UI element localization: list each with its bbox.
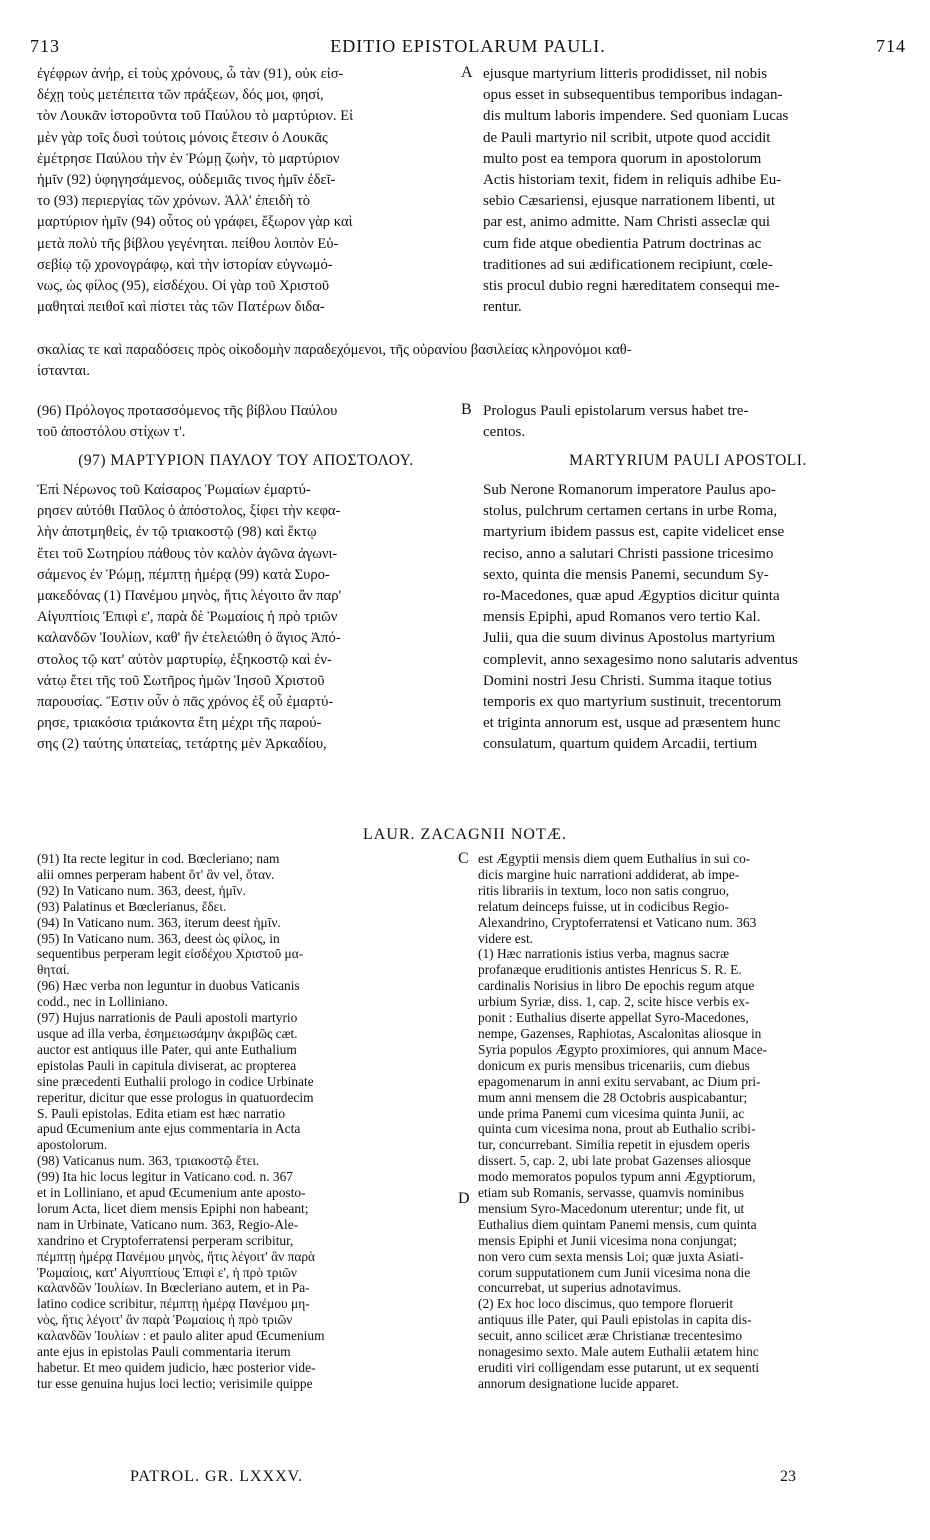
latin-martyrium-column xyxy=(483,480,893,760)
greek-martyrium-column xyxy=(37,480,455,760)
page-number-left: 713 xyxy=(30,36,60,56)
page-number-right: 714 xyxy=(876,36,906,56)
margin-marker-b: B xyxy=(461,401,472,418)
running-header xyxy=(30,36,906,60)
prologus-latin: Prologus Pauli epistolarum versus habet tre- centos. xyxy=(483,403,749,441)
latin-text-top: ejusque martyrium litteris prodidisset, nil nobis opus esset in subsequentibus temporibus indagan- dis multum laboris impendere. Sed quoniam Lucas de Pauli martyrio nil scribit, utpote quod accidit multo post ea tempora quorum in apostolorum Actis historiam texit, fidem in reliquis adhibe Eu- sebio Cæsariensi, ejusque narrationem libenti, ut par est, animo admitte. Nam Christi asseclæ qui cum fide atque obedientia Patrum doctrinas ac traditiones ad sui ædificationem recipiunt, cœle- stis procul dubio regni hæreditatem consequi me- rentur. xyxy=(483,66,789,316)
section-title-latin: MARTYRIUM PAULI APOSTOLI. xyxy=(569,452,807,469)
section-title-greek: (97) ΜΑΡΤΥΡΙΟΝ ΠΑΥΛΟΥ ΤΟΥ ΑΠΟΣΤΟΛΟΥ. xyxy=(78,452,414,469)
margin-marker-a: A xyxy=(461,64,473,81)
greek-column-top xyxy=(37,64,455,340)
prologus-latin-block xyxy=(483,401,893,445)
prologus-greek: (96) Πρόλογος προτασσόμενος τῆς βίβλου Παύλου τοῦ ἀποστόλου στίχων τ'. xyxy=(37,403,338,441)
greek-martyrium-text: Ἐπὶ Νέρωνος τοῦ Καίσαρος Ῥωμαίων ἐμαρτύ- ρησεν αὐτόθι Παῦλος ὁ ἀπόστολος, ξίφει τὴν κεφα- λὴν ἀποτμηθεὶς, ἐν τῷ τριακοστῷ (98) καὶ ἕκτῳ ἔτει τοῦ Σωτηρίου πάθους τὸν καλὸν ἀγῶνα ἀγωνι- σάμενος ἐν Ῥώμῃ, πέμπτῃ ἡμέρᾳ (99) κατὰ Συρο- μακεδόνας (1) Πανέμου μηνὸς, ἥτις λέγοιτο ἂν παρ' Αἰγυπτίοις Ἐπιφὶ ε', παρὰ δὲ Ῥωμαίοις ἡ πρὸ τριῶν καλανδῶν Ἰουλίων, καθ' ἣν ἐτελειώθη ὁ ἅγιος Ἀπό- στολος τῷ κατ' αὐτὸν μαρτυρίῳ, ἑξηκοστῷ καὶ ἐν- νάτῳ ἔτει τῆς τοῦ Σωτῆρος ἡμῶν Ἰησοῦ Χριστοῦ παρουσίας. Ἔστιν οὖν ὁ πᾶς χρόνος ἐξ οὗ ἐμαρτύ- ρησε, τριακόσια τριάκοντα ἔτη μέχρι τῆς παρού- σης (2) ταύτης ὑπατείας, τετάρτης μὲν Ἀρκαδίου, xyxy=(37,482,342,753)
notes-heading: LAUR. ZACAGNII NOTÆ. xyxy=(363,826,567,843)
footer-signature: 23 xyxy=(780,1468,796,1485)
footer-volume: PATROL. GR. LXXXV. xyxy=(130,1468,304,1485)
latin-column-top xyxy=(483,64,893,340)
margin-marker-c: C xyxy=(458,850,469,867)
running-title: EDITIO EPISTOLARUM PAULI. xyxy=(330,36,606,56)
notes-left-text: (91) Ita recte legitur in cod. Bœcleriano; nam alii omnes perperam habent ὅτ' ἂν vel, ὅταν. (92) In Vaticano num. 363, deest, ἡμῖν. (93) Palatinus et Bœclerianus, ἔδει. (94) In Vaticano num. 363, iterum deest ἡμῖν. (95) In Vaticano num. 363, deest ὡς φίλος, in sequentibus perperam legit εἰσδέχου Χριστοῦ μα- θηταί. (96) Hæc verba non leguntur in duobus Vaticanis codd., nec in Lolliniano. (97) Hujus narrationis de Pauli apostoli martyrio usque ad illa verba, ἐσημειωσάμην ἀκριβῶς cæt. auctor est antiquus ille Pater, qui ante Euthalium epistolas Pauli in capitula diviserat, ac propterea sine præcedenti Euthalii prologo in codice Urbinate reperitur, dicitur que esse prologus in quatuordecim S. Pauli epistolas. Edita etiam est hæc narratio apud Œcumenium ante ejus commentaria in Acta apostolorum. (98) Vaticanus num. 363, τριακοστῷ ἔτει. (99) Ita hic locus legitur in Vaticano cod. n. 367 et in Lolliniano, et apud Œcumenium ante aposto- lorum Acta, licet diem mensis Epiphi non habeant; nam in Urbinate, Vaticano num. 363, Regio-Ale- xandrino et Cryptoferratensi perperam scribitur, πέμπτῃ ἡμέρᾳ Πανέμου μηνὸς, ἥτις λέγοιτ' ἂν παρὰ Ῥωμαίοις, κατ' Αἰγυπτίους Ἐπιφὶ ε', ἡ πρὸ τριῶν καλανδῶν Ἰουλίων. In Bœcleriano autem, et in Pa- latino codice scribitur, πέμπτῃ ἡμέρᾳ Πανέμου μη- νὸς, ἥτις λέγοιτ' ἂν παρὰ Ῥωμαίοις ἡ πρὸ τριῶν καλανδῶν Ἰουλίων : et paulo aliter apud Œcumenium ante ejus in epistolas Pauli commentaria iterum habetur. Et meo quidem judicio, hæc posterior vide- tur esse genuina hujus loci lectio; verisimile quippe xyxy=(37,851,325,1391)
margin-marker-d: D xyxy=(458,1190,470,1207)
notes-right-column xyxy=(478,851,892,1455)
greek-text-top: ἐγέφρων ἀνήρ, εἰ τοὺς χρόνους, ὦ τὰν (91), οὐκ εἰσ- δέχῃ τοὺς μετέπειτα τῶν πράξεων, δός μοι, φησί, τὸν Λουκᾶν ἱστοροῦντα τοῦ Παύλου τὸ μαρτύριον. Εἰ μὲν γὰρ τοῖς δυσὶ τούτοις μόνοις ἔτεσιν ὁ Λουκᾶς ἐμέτρησε Παύλου τὴν ἐν Ῥώμῃ ζωὴν, τὸ μαρτύριον ἡμῖν (92) ὑφηγησάμενος, οὐδεμιᾶς τινος ἡμῖν ἐδεῖ- το (93) περιεργίας τῶν χρόνων. Ἀλλ' ἐπειδὴ τὸ μαρτύριον ἡμῖν (94) οὗτος οὐ γράφει, ἔξωρον γὰρ καὶ μετὰ πολὺ τῆς βίβλου γεγένηται. πείθου λοιπὸν Εὐ- σεβίῳ τῷ χρονογράφῳ, καὶ τὴν ἱστορίαν εὐγνωμό- νως, ὡς φίλος (95), εἰσδέχου. Οἱ γὰρ τοῦ Χριστοῦ μαθηταὶ πειθοῖ καὶ πίστει τὰς τῶν Πατέρων διδα- xyxy=(37,66,354,316)
greek-text-full-width: σκαλίας τε καὶ παραδόσεις πρὸς οἰκοδομὴν παραδεχόμενοι, τῆς οὐρανίου βασιλείας κληρονόμοι καθ- ίστανται. xyxy=(37,342,632,380)
prologus-greek-block xyxy=(37,401,455,445)
notes-right-text: est Ægyptii mensis diem quem Euthalius in sui co- dicis margine huic narrationi addiderat, ab impe- ritis librariis in textum, loco non satis congruo, relatum deinceps fuisse, ut in codicibus Regio- Alexandrino, Cryptoferratensi et Vaticano num. 363 videre est. (1) Hæc narrationis istius verba, magnus sacræ profanæque eruditionis antistes Henricus S. R. E. cardinalis Norisius in libro De epochis regum atque urbium Syriæ, diss. 1, cap. 2, scite hisce verbis ex- ponit : Euthalius diserte appellat Syro-Macedones, nempe, Gazenses, Raphiotas, Ascalonitas aliosque in Syria populos Ægypto proximiores, qui annum Mace- donicum ex puris mensibus tricenariis, cum diebus epagomenarum in anni exitu servabant, ac Dium pri- mum anni mensem die 28 Octobris auspicabantur; unde prima Panemi cum vicesima quinta Junii, ac quinta cum vicesima nona, prout ab Euthalio scribi- tur, concurrebant. Similia repetit in ejusdem operis dissert. 5, cap. 2, ubi late probat Gazenses aliosque modo memoratos populos typum anni Ægyptiorum, etiam sub Romanis, servasse, quamvis nominibus mensium Syro-Macedonum uterentur; unde fit, ut Euthalius diem quintam Panemi mensis, cum quinta mensis Epiphi et Junii vicesima nona conjungat; non vero cum sexta mensis Loi; quæ juxta Asiati- corum supputationem cum Junii vicesima nona die concurrebat, ut superius adnotavimus. (2) Ex hoc loco discimus, quo tempore floruerit antiquus ille Pater, qui Pauli epistolas in capita dis- secuit, anno scilicet æræ Christianæ trecentesimo nonagesimo sexto. Male autem Euthalii ætatem hinc eruditi viri colligendam esse putarunt, ut ex sequenti annorum designatione lucide apparet. xyxy=(478,851,767,1391)
notes-left-column xyxy=(37,851,453,1455)
latin-martyrium-text: Sub Nerone Romanorum imperatore Paulus apo- stolus, pulchrum certamen certans in urbe Roma, martyrium ibidem passus est, capite videlicet ense reciso, anno a salutari Christi passione tricesimo sexto, quinta die mensis Panemi, secundum Sy- ro-Macedones, quæ apud Ægyptios dicitur quinta mensis Epiphi, apud Romanos vero tertio Kal. Julii, qua die suum divinus Apostolus martyrium complevit, anno sexagesimo nono salutaris adventus Domini nostri Jesu Christi. Summa itaque totius temporis ex quo martyrium sustinuit, trecentorum et triginta annorum est, usque ad præsentem hunc consulatum, quartum quidem Arcadii, tertium xyxy=(483,482,798,753)
